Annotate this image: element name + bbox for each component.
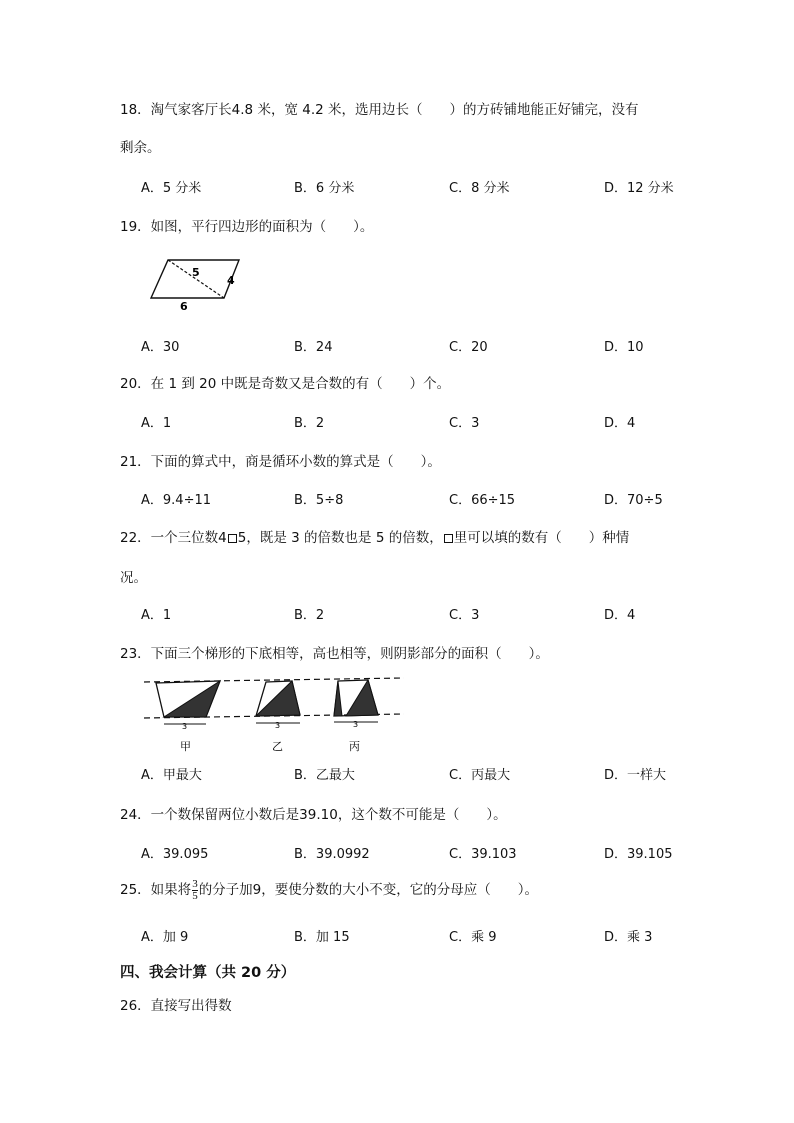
q25-option-b[interactable]: B．加 15 bbox=[294, 930, 350, 945]
q24-stem: 24．一个数保留两位小数后是39.10，这个数不可能是（ ）。 bbox=[120, 807, 507, 823]
q25-text-b: 的分子加9，要使分数的大小不变，它的分母应（ ）。 bbox=[198, 882, 539, 898]
q23-option-c[interactable]: C．丙最大 bbox=[449, 768, 511, 783]
q22-text-a: 22．一个三位数4 bbox=[120, 530, 227, 546]
q18-option-b[interactable]: B．6 分米 bbox=[294, 181, 355, 196]
q22-option-b[interactable]: B．2 bbox=[294, 608, 325, 623]
side-label: 4 bbox=[227, 274, 235, 287]
label-jia: 甲 bbox=[180, 740, 191, 753]
q23-option-a[interactable]: A．甲最大 bbox=[141, 768, 202, 783]
blank-box-icon bbox=[444, 534, 453, 543]
q22-stem-line2: 况。 bbox=[120, 570, 147, 586]
q22-option-d[interactable]: D．4 bbox=[604, 608, 636, 623]
q23-option-d[interactable]: D．一样大 bbox=[604, 768, 667, 783]
base-label: 6 bbox=[180, 300, 188, 313]
fraction-three-fifths bbox=[192, 879, 198, 902]
q25-option-a[interactable]: A．加 9 bbox=[141, 930, 189, 945]
q18-stem-line2: 剩余。 bbox=[120, 140, 161, 156]
base-label-yi: 3 bbox=[275, 721, 281, 730]
q23-option-b[interactable]: B．乙最大 bbox=[294, 768, 355, 783]
q20-option-c[interactable]: C．3 bbox=[449, 416, 480, 431]
q20-option-b[interactable]: B．2 bbox=[294, 416, 325, 431]
q24-option-c[interactable]: C．39.103 bbox=[449, 847, 517, 862]
q18-option-a[interactable]: A．5 分米 bbox=[141, 181, 202, 196]
q22-stem-line1 bbox=[120, 526, 629, 546]
section-heading: 四、我会计算（共 20 分） bbox=[120, 965, 296, 981]
base-label-jia: 3 bbox=[182, 722, 188, 731]
q19-option-b[interactable]: B．24 bbox=[294, 340, 333, 355]
q19-stem: 19．如图，平行四边形的面积为（ ）。 bbox=[120, 219, 374, 235]
q24-option-b[interactable]: B．39.0992 bbox=[294, 847, 370, 862]
q18-option-d[interactable]: D．12 分米 bbox=[604, 181, 674, 196]
q18-stem-line1: 18．淘气家客厅长4.8 米，宽 4.2 米，选用边长（ ）的方砖铺地能正好铺完，没有 bbox=[120, 102, 639, 118]
shaded-bing-right bbox=[346, 680, 378, 716]
q20-option-d[interactable]: D．4 bbox=[604, 416, 636, 431]
q24-option-d[interactable]: D．39.105 bbox=[604, 847, 673, 862]
q24-option-a[interactable]: A．39.095 bbox=[141, 847, 209, 862]
q21-option-d[interactable]: D．70÷5 bbox=[604, 493, 663, 508]
q20-stem: 20．在 1 到 20 中既是奇数又是合数的有（ ）个。 bbox=[120, 376, 451, 392]
q21-option-a[interactable]: A．9.4÷11 bbox=[141, 493, 212, 508]
fraction-denominator: 5 bbox=[192, 889, 198, 902]
q22-option-a[interactable]: A．1 bbox=[141, 608, 172, 623]
q26-stem: 26．直接写出得数 bbox=[120, 998, 232, 1014]
q25-text-a: 25．如果将 bbox=[120, 882, 192, 898]
q25-stem bbox=[120, 878, 538, 902]
q21-option-b[interactable]: B．5÷8 bbox=[294, 493, 344, 508]
shaded-bing-left bbox=[334, 681, 342, 716]
trapezoids-figure bbox=[142, 674, 407, 758]
q25-option-d[interactable]: D．乘 3 bbox=[604, 930, 653, 945]
q19-option-d[interactable]: D．10 bbox=[604, 340, 644, 355]
q18-option-c[interactable]: C．8 分米 bbox=[449, 181, 510, 196]
base-label-bing: 3 bbox=[353, 720, 359, 729]
q21-stem: 21．下面的算式中，商是循环小数的算式是（ ）。 bbox=[120, 454, 441, 470]
q22-option-c[interactable]: C．3 bbox=[449, 608, 480, 623]
q20-option-a[interactable]: A．1 bbox=[141, 416, 172, 431]
label-bing: 丙 bbox=[349, 740, 360, 753]
q25-option-c[interactable]: C．乘 9 bbox=[449, 930, 497, 945]
diag-label: 5 bbox=[192, 266, 200, 279]
shaded-yi bbox=[256, 681, 300, 716]
parallelogram-figure bbox=[145, 254, 245, 314]
q23-stem: 23．下面三个梯形的下底相等，高也相等，则阴影部分的面积（ ）。 bbox=[120, 646, 549, 662]
q21-option-c[interactable]: C．66÷15 bbox=[449, 493, 516, 508]
shaded-jia bbox=[164, 681, 220, 717]
q22-text-b: 5，既是 3 的倍数也是 5 的倍数， bbox=[237, 530, 443, 546]
blank-box-icon bbox=[228, 534, 237, 543]
fraction-numerator: 3 bbox=[192, 877, 198, 890]
q19-option-c[interactable]: C．20 bbox=[449, 340, 488, 355]
q22-text-c: 里可以填的数有（ ）种情 bbox=[453, 530, 630, 546]
q19-option-a[interactable]: A．30 bbox=[141, 340, 180, 355]
label-yi: 乙 bbox=[272, 740, 283, 753]
